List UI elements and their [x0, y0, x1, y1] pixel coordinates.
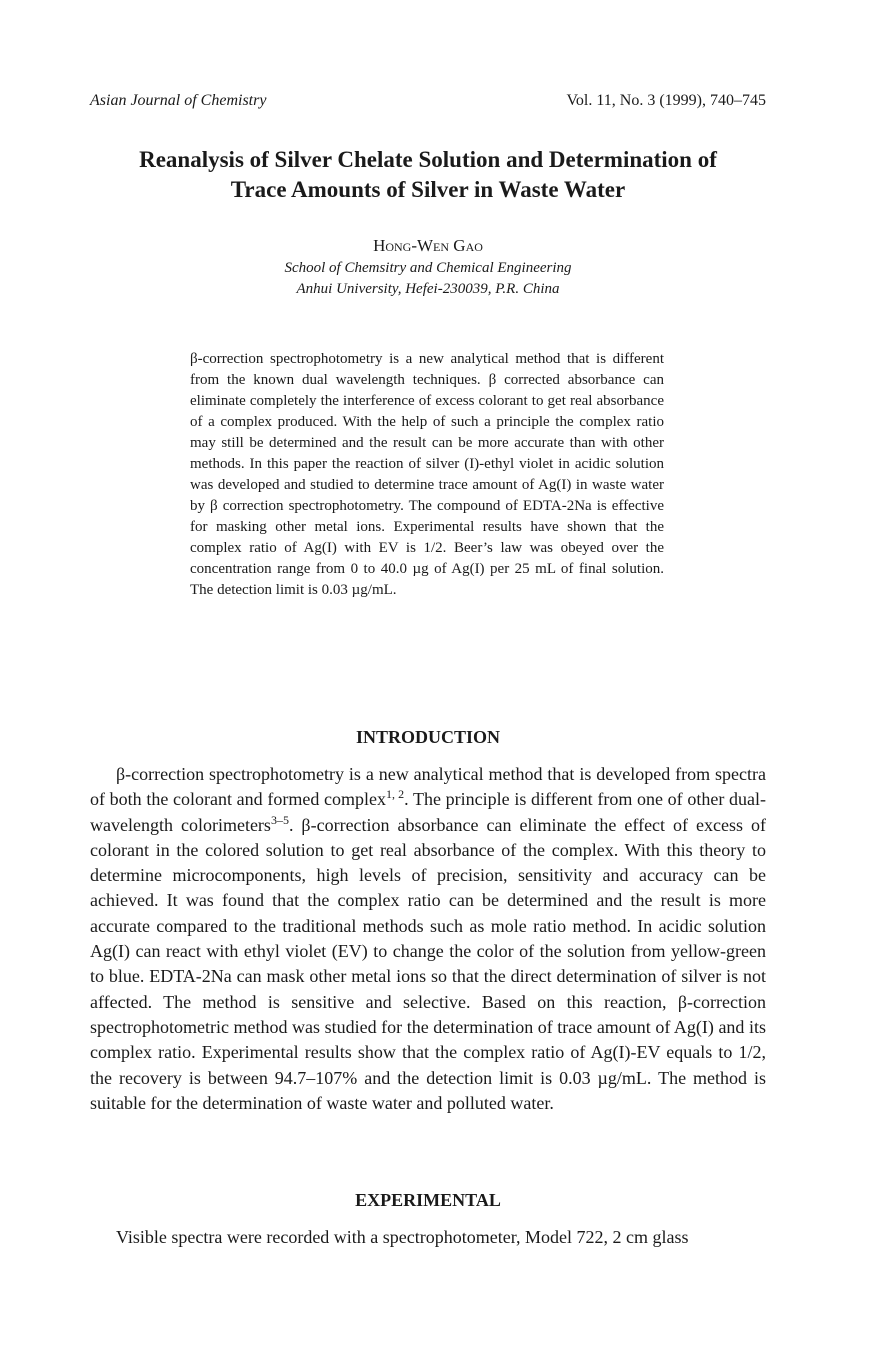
intro-text-3: . β-correction absorbance can eliminate the effect of excess of colorant in the colored solution to get real absorbance of the complex. With this theory to determine microcomponents, high levels of precision, sensitivity and accuracy can be achieved. It was found that the complex ratio can be determined and the result is more accurate compared to the traditional methods such as mole ratio method. In acidic solution Ag(I) can react with ethyl violet (EV) to change the color of the solution from yellow-green to blue. EDTA-2Na can mask other metal ions so that the direct determination of silver is not affected. The method is sensitive and selective. Based on this reaction, β-correction spectrophotometric method was studied for the determination of trace amount of Ag(I) and its complex ratio. Experimental results show that the complex ratio of Ag(I)-EV equals to 1/2, the recovery is between 94.7–107% and the detection limit is 0.03 µg/mL. The method is suitable for the determination of waste water and polluted water. — [90, 814, 767, 1113]
experimental-heading: EXPERIMENTAL — [355, 1190, 501, 1210]
affiliation-line-2: Anhui University, Hefei-230039, P.R. China — [296, 281, 560, 297]
volume-info: Vol. 11, No. 3 (1999), 740–745 — [566, 92, 766, 109]
abstract: β-correction spectrophotometry is a new analytical method that is different from the known dual wavelength techniques. β corrected absorbance can eliminate completely the interference of excess colorant to get real absorbance of a complex produced. With the help of such a principle the complex ratio may still be determined and the result can be more accurate than with other methods. In this paper the reaction of silver (I)-ethyl violet in acidic solution was developed and studied to determine trace amount of Ag(I) in waste water by β correction spectrophotometry. The compound of EDTA-2Na is effective for masking other metal ions. Experimental results have shown that the complex ratio of Ag(I) with EV is 1/2. Beer’s law was obeyed over the concentration range from 0 to 40.0 µg of Ag(I) per 25 mL of final solution. The detection limit is 0.03 µg/mL. — [190, 351, 664, 598]
affiliation-line-1: School of Chemsitry and Chemical Engineering — [284, 260, 572, 276]
intro-text-2: . The principle is different from one of other dual-wavelength colorimeters — [90, 789, 766, 835]
experimental-paragraph: Visible spectra were recorded with a spectrophotometer, Model 722, 2 cm glass — [116, 1227, 689, 1247]
affiliation — [90, 258, 766, 300]
author-name: Hong-Wen Gao — [373, 236, 483, 255]
title-line-1: Reanalysis of Silver Chelate Solution and Determination of — [139, 147, 717, 172]
intro-text-1: β-correction spectrophotometry is a new analytical method that is developed from spectra of both the colorant and formed complex — [90, 764, 766, 810]
citation-ref-1: 1, 2 — [385, 787, 405, 802]
paper-title — [90, 145, 766, 205]
introduction-heading: INTRODUCTION — [355, 727, 501, 747]
title-line-2: Trace Amounts of Silver in Waste Water — [230, 177, 626, 202]
citation-ref-2: 3–5 — [270, 812, 289, 827]
introduction-paragraph — [90, 762, 766, 1116]
journal-name: Asian Journal of Chemistry — [90, 92, 267, 109]
